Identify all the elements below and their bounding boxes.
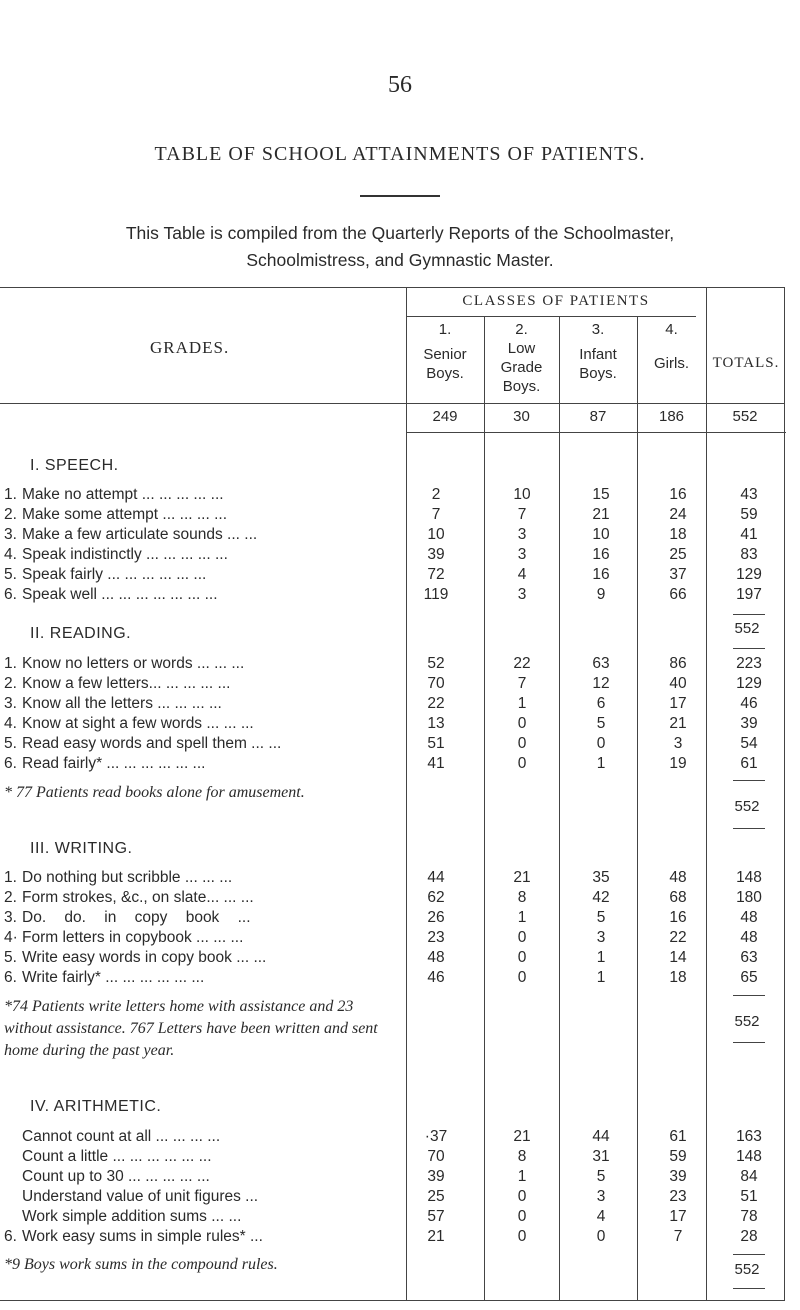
table-row xyxy=(0,1168,790,1187)
row-label: Make some attempt ... ... ... ... xyxy=(22,506,228,523)
cell-low-grade-boys: 4 xyxy=(517,566,527,583)
cell-senior-boys: 70 xyxy=(427,1148,445,1165)
cell-total: 223 xyxy=(736,655,762,672)
row-label: Work simple addition sums ... ... xyxy=(22,1208,242,1225)
subtotal-rule xyxy=(733,1042,765,1043)
footnote-arithmetic: *9 Boys work sums in the compound rules. xyxy=(4,1256,278,1273)
class-number: 1. xyxy=(438,321,452,338)
row-number: 2. xyxy=(4,506,17,523)
cell-senior-boys: 70 xyxy=(427,675,445,692)
cell-girls: 59 xyxy=(669,1148,687,1165)
cell-infant-boys: 4 xyxy=(596,1208,606,1225)
grades-header: GRADES. xyxy=(150,338,230,357)
cell-total: 61 xyxy=(740,755,758,772)
cell-infant-boys: 12 xyxy=(592,675,610,692)
cell-senior-boys: 7 xyxy=(431,506,441,523)
intro-text xyxy=(0,220,800,274)
cell-senior-boys: 51 xyxy=(427,735,445,752)
cell-low-grade-boys: 8 xyxy=(517,889,527,906)
cell-girls: 37 xyxy=(669,566,687,583)
row-label: Know all the letters ... ... ... ... xyxy=(22,695,222,712)
cell-infant-boys: 1 xyxy=(596,755,606,772)
cell-total: 84 xyxy=(740,1168,758,1185)
cell-girls: 24 xyxy=(669,506,687,523)
subtotal-rule xyxy=(733,1254,765,1255)
cell-total: 54 xyxy=(740,735,758,752)
count-senior-boys: 249 xyxy=(432,408,458,425)
cell-senior-boys: 46 xyxy=(427,969,445,986)
cell-infant-boys: 5 xyxy=(596,909,606,926)
cell-infant-boys: 5 xyxy=(596,1168,606,1185)
count-girls: 186 xyxy=(658,408,685,425)
cell-senior-boys: 48 xyxy=(427,949,445,966)
cell-infant-boys: 3 xyxy=(596,929,606,946)
row-label: Work easy sums in simple rules* ... xyxy=(22,1228,263,1245)
cell-total: 83 xyxy=(740,546,758,563)
cell-senior-boys: 25 xyxy=(427,1188,445,1205)
row-number: 6. xyxy=(4,755,17,772)
cell-infant-boys: 63 xyxy=(592,655,610,672)
row-number: 1. xyxy=(4,869,17,886)
row-number: 6. xyxy=(4,586,17,603)
cell-low-grade-boys: 21 xyxy=(513,1128,531,1145)
row-number: 4. xyxy=(4,715,17,732)
class-name-line: Grade xyxy=(500,359,543,376)
cell-low-grade-boys: 0 xyxy=(517,1228,527,1245)
classes-header-rule xyxy=(406,316,696,317)
cell-infant-boys: 0 xyxy=(596,735,606,752)
row-label: Form letters in copybook ... ... ... xyxy=(22,929,244,946)
cell-total: 48 xyxy=(740,909,758,926)
intro-line-2: Schoolmistress, and Gymnastic Master. xyxy=(246,250,554,270)
row-label: Know no letters or words ... ... ... xyxy=(22,655,245,672)
cell-infant-boys: 9 xyxy=(596,586,606,603)
cell-total: 41 xyxy=(740,526,758,543)
cell-total: 51 xyxy=(740,1188,758,1205)
cell-low-grade-boys: 0 xyxy=(517,1188,527,1205)
section-title-writing: III. WRITING. xyxy=(30,840,133,857)
class-header-senior-boys xyxy=(406,320,484,383)
class-number: 2. xyxy=(515,321,528,338)
class-name-line: Low xyxy=(507,340,536,357)
cell-low-grade-boys: 1 xyxy=(517,1168,527,1185)
row-number: 3. xyxy=(4,526,17,543)
row-label: Do nothing but scribble ... ... ... xyxy=(22,869,233,886)
row-number: 3. xyxy=(4,695,17,712)
row-label: Know at sight a few words ... ... ... xyxy=(22,715,254,732)
cell-girls: 39 xyxy=(669,1168,687,1185)
count-infant-boys: 87 xyxy=(589,408,607,425)
cell-girls: 61 xyxy=(669,1128,687,1145)
subtotal-rule xyxy=(733,780,765,781)
cell-girls: 68 xyxy=(669,889,687,906)
cell-total: 148 xyxy=(736,1148,762,1165)
cell-low-grade-boys: 3 xyxy=(517,586,527,603)
row-number: 4· xyxy=(4,929,18,946)
class-header-infant-boys xyxy=(559,320,637,383)
cell-senior-boys: 10 xyxy=(427,526,445,543)
cell-low-grade-boys: 0 xyxy=(517,715,527,732)
cell-girls: 17 xyxy=(669,1208,687,1225)
cell-girls: 25 xyxy=(669,546,687,563)
cell-total: 59 xyxy=(740,506,758,523)
cell-girls: 18 xyxy=(669,969,687,986)
cell-low-grade-boys: 0 xyxy=(517,929,527,946)
table-row xyxy=(0,715,790,734)
cell-infant-boys: 42 xyxy=(592,889,610,906)
cell-low-grade-boys: 10 xyxy=(513,486,531,503)
cell-girls: 16 xyxy=(669,909,687,926)
count-total: 552 xyxy=(732,408,758,425)
cell-senior-boys: 13 xyxy=(427,715,445,732)
cell-low-grade-boys: 0 xyxy=(517,969,527,986)
cell-girls: 3 xyxy=(673,735,683,752)
row-label: Make no attempt ... ... ... ... ... xyxy=(22,486,224,503)
cell-girls: 21 xyxy=(669,715,687,732)
class-name-line: Senior xyxy=(423,346,467,363)
cell-total: 46 xyxy=(740,695,758,712)
row-label: Cannot count at all ... ... ... ... xyxy=(22,1128,221,1145)
title-divider xyxy=(360,195,440,197)
subtotal-speech: 552 xyxy=(734,620,760,637)
row-label: Form strokes, &c., on slate... ... ... xyxy=(22,889,254,906)
cell-senior-boys: 23 xyxy=(427,929,445,946)
cell-girls: 86 xyxy=(669,655,687,672)
classes-header: CLASSES OF PATIENTS xyxy=(462,293,650,309)
row-label: Read easy words and spell them ... ... xyxy=(22,735,282,752)
cell-low-grade-boys: 3 xyxy=(517,526,527,543)
cell-infant-boys: 16 xyxy=(592,546,610,563)
cell-low-grade-boys: 21 xyxy=(513,869,531,886)
footnote-reading: * 77 Patients read books alone for amusement. xyxy=(4,784,305,801)
cell-infant-boys: 15 xyxy=(592,486,610,503)
cell-infant-boys: 10 xyxy=(592,526,610,543)
cell-infant-boys: 44 xyxy=(592,1128,610,1145)
row-label: Do. do. in copy book ... xyxy=(22,909,251,926)
table-row xyxy=(0,1208,790,1227)
cell-total: 129 xyxy=(736,675,762,692)
row-label: Count up to 30 ... ... ... ... ... xyxy=(22,1168,210,1185)
row-label: Make a few articulate sounds ... ... xyxy=(22,526,258,543)
count-row-rule xyxy=(406,432,786,433)
table-row xyxy=(0,526,790,545)
cell-senior-boys: 119 xyxy=(423,586,449,603)
cell-low-grade-boys: 3 xyxy=(517,546,527,563)
cell-total: 39 xyxy=(740,715,758,732)
table-row xyxy=(0,929,790,948)
cell-total: 148 xyxy=(736,869,762,886)
cell-low-grade-boys: 1 xyxy=(517,909,527,926)
cell-girls: 23 xyxy=(669,1188,687,1205)
cell-senior-boys: 72 xyxy=(427,566,445,583)
section-title-reading: II. READING. xyxy=(30,625,132,642)
cell-girls: 7 xyxy=(673,1228,683,1245)
cell-low-grade-boys: 1 xyxy=(517,695,527,712)
cell-girls: 48 xyxy=(669,869,687,886)
cell-girls: 40 xyxy=(669,675,687,692)
class-name-line: Boys. xyxy=(502,378,541,395)
page-title: TABLE OF SCHOOL ATTAINMENTS OF PATIENTS. xyxy=(154,143,646,165)
cell-girls: 17 xyxy=(669,695,687,712)
cell-low-grade-boys: 8 xyxy=(517,1148,527,1165)
table-top-rule xyxy=(0,287,785,288)
cell-senior-boys: 41 xyxy=(427,755,445,772)
cell-low-grade-boys: 0 xyxy=(517,949,527,966)
row-label: Write easy words in copy book ... ... xyxy=(22,949,267,966)
cell-total: 65 xyxy=(740,969,758,986)
class-number: 3. xyxy=(591,321,605,338)
class-name-line: Infant xyxy=(579,346,617,363)
cell-girls: 16 xyxy=(669,486,687,503)
table-row xyxy=(0,695,790,714)
class-number: 4. xyxy=(665,321,678,338)
row-label: Speak fairly ... ... ... ... ... ... xyxy=(22,566,207,583)
table-row xyxy=(0,949,790,968)
subtotal-rule xyxy=(733,1288,765,1289)
row-number: 6. xyxy=(4,1228,17,1245)
row-number: 5. xyxy=(4,949,17,966)
cell-infant-boys: 21 xyxy=(592,506,610,523)
subtotal-rule xyxy=(733,828,765,829)
count-low-grade-boys: 30 xyxy=(513,408,530,425)
cell-infant-boys: 1 xyxy=(596,949,606,966)
table-row xyxy=(0,909,790,928)
row-label: Count a little ... ... ... ... ... ... xyxy=(22,1148,212,1165)
cell-senior-boys: 52 xyxy=(427,655,445,672)
table-row xyxy=(0,869,790,888)
table-row xyxy=(0,1228,790,1247)
row-number: 2. xyxy=(4,889,17,906)
table-row xyxy=(0,889,790,908)
subtotal-writing: 552 xyxy=(734,1013,760,1030)
row-number: 4. xyxy=(4,546,17,563)
section-title-arithmetic: IV. ARITHMETIC. xyxy=(30,1098,162,1115)
table-row xyxy=(0,566,790,585)
cell-total: 163 xyxy=(736,1128,762,1145)
table-bottom-rule xyxy=(0,1300,785,1301)
subtotal-reading: 552 xyxy=(734,798,760,815)
class-header-low-grade-boys xyxy=(484,320,559,396)
table-row xyxy=(0,1128,790,1147)
row-number: 5. xyxy=(4,566,17,583)
cell-senior-boys: 62 xyxy=(427,889,445,906)
table-row xyxy=(0,586,790,605)
cell-infant-boys: 5 xyxy=(596,715,606,732)
cell-infant-boys: 1 xyxy=(596,969,606,986)
cell-senior-boys: 2 xyxy=(431,486,441,503)
cell-infant-boys: 35 xyxy=(592,869,610,886)
table-row xyxy=(0,969,790,988)
row-number: 3. xyxy=(4,909,17,926)
cell-senior-boys: 57 xyxy=(427,1208,445,1225)
cell-low-grade-boys: 0 xyxy=(517,735,527,752)
cell-senior-boys: 21 xyxy=(427,1228,445,1245)
cell-low-grade-boys: 7 xyxy=(517,675,527,692)
cell-low-grade-boys: 0 xyxy=(517,755,527,772)
cell-low-grade-boys: 22 xyxy=(513,655,531,672)
cell-infant-boys: 31 xyxy=(592,1148,610,1165)
cell-infant-boys: 3 xyxy=(596,1188,606,1205)
table-row xyxy=(0,755,790,774)
page-number: 56 xyxy=(388,72,412,98)
cell-senior-boys: 39 xyxy=(427,546,445,563)
subtotal-rule xyxy=(733,995,765,996)
cell-girls: 19 xyxy=(669,755,687,772)
cell-senior-boys: 26 xyxy=(427,909,445,926)
totals-header: TOTALS. xyxy=(712,355,780,371)
row-label: Read fairly* ... ... ... ... ... ... xyxy=(22,755,206,772)
row-label: Write fairly* ... ... ... ... ... ... xyxy=(22,969,205,986)
cell-girls: 66 xyxy=(669,586,687,603)
cell-total: 129 xyxy=(736,566,762,583)
cell-total: 28 xyxy=(740,1228,758,1245)
cell-total: 63 xyxy=(740,949,758,966)
cell-girls: 14 xyxy=(669,949,687,966)
cell-total: 43 xyxy=(740,486,758,503)
header-bottom-rule xyxy=(0,403,785,404)
row-label: Know a few letters... ... ... ... ... xyxy=(22,675,231,692)
class-name-line: Boys. xyxy=(579,365,617,382)
class-name-line: Boys. xyxy=(426,365,464,382)
cell-senior-boys: 44 xyxy=(427,869,445,886)
cell-senior-boys: ·37 xyxy=(424,1128,448,1145)
row-number: 1. xyxy=(4,655,17,672)
cell-total: 48 xyxy=(740,929,758,946)
cell-low-grade-boys: 7 xyxy=(517,506,527,523)
cell-senior-boys: 22 xyxy=(427,695,445,712)
row-number: 1. xyxy=(4,486,17,503)
table-row xyxy=(0,546,790,565)
table-row xyxy=(0,1148,790,1167)
table-row xyxy=(0,675,790,694)
subtotal-rule xyxy=(733,614,765,615)
intro-line-1: This Table is compiled from the Quarterly Reports of the Schoolmaster, xyxy=(125,223,675,243)
row-label: Speak well ... ... ... ... ... ... ... xyxy=(22,586,218,603)
cell-total: 180 xyxy=(736,889,762,906)
row-number: 5. xyxy=(4,735,17,752)
row-number: 2. xyxy=(4,675,17,692)
class-header-girls xyxy=(637,320,706,373)
cell-girls: 18 xyxy=(669,526,687,543)
cell-girls: 22 xyxy=(669,929,687,946)
footnote-writing: *74 Patients write letters home with assistance and 23 without assistance. 767 Letters have been written and sent home during the past year. xyxy=(4,998,378,1059)
cell-total: 197 xyxy=(736,586,762,603)
table-row xyxy=(0,506,790,525)
row-label: Understand value of unit figures ... xyxy=(22,1188,259,1205)
class-name-line: Girls. xyxy=(654,355,689,372)
cell-infant-boys: 16 xyxy=(592,566,610,583)
cell-low-grade-boys: 0 xyxy=(517,1208,527,1225)
row-label: Speak indistinctly ... ... ... ... ... xyxy=(22,546,228,563)
section-title-speech: I. SPEECH. xyxy=(30,457,119,474)
subtotal-rule xyxy=(733,648,765,649)
cell-total: 78 xyxy=(740,1208,758,1225)
subtotal-arithmetic: 552 xyxy=(734,1261,760,1278)
table-row xyxy=(0,735,790,754)
table-row xyxy=(0,1188,790,1207)
table-row xyxy=(0,655,790,674)
cell-infant-boys: 0 xyxy=(596,1228,606,1245)
cell-senior-boys: 39 xyxy=(427,1168,445,1185)
cell-infant-boys: 6 xyxy=(596,695,606,712)
row-number: 6. xyxy=(4,969,17,986)
table-row xyxy=(0,486,790,505)
